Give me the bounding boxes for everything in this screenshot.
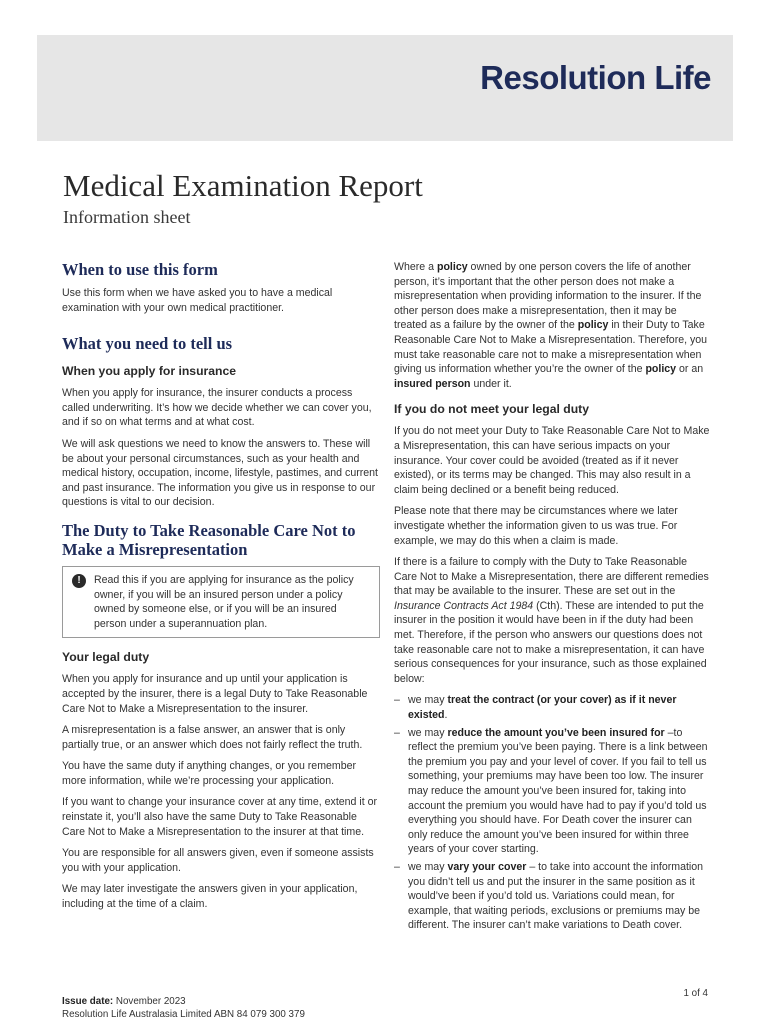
legal-duty-heading: Your legal duty (62, 650, 150, 665)
apply-paragraph-2: We will ask questions we need to know the answers to. These will be about your personal circumstances, such as your health and medical history, occupation, income, lifestyle, pastimes, and current and past insurance. The information you give us in response to our questions is vital to our decision. (62, 437, 378, 509)
not-meet-paragraph-1: If you do not meet your Duty to Take Reasonable Care Not to Make a Misrepresentation, this can have serious impacts on your insurance. Your cover could be avoided (treated as if it never existed), or its terms may be changed. This may also result in a claim being declined or a benefit being reduced. (394, 425, 710, 496)
apply-insurance-heading: When you apply for insurance (62, 364, 237, 379)
apply-paragraph-1: When you apply for insurance, the insurer conducts a process called underwriting. It’s how we decide whether we can cover you, and if so on what terms and at what cost. (62, 387, 372, 429)
footer-info (62, 995, 305, 1021)
not-meet-paragraph-2: Please note that there may be circumstances where we later investigate whether the information given to us was true. For example, we may do this when a claim is made. (394, 505, 678, 547)
list-item: – we may reduce the amount you’ve been insured for –to reflect the premium you’ve been paying. There is a link between the premium you pay and your level of cover. If you fail to tell us something, your premiums may have been too low. The insurer may reduce the amount you’ve been insured for, taking into account the premium you would have had to pay if you’d told us everything you should have. For Death cover the insurer can only reduce the amount you’ve been insured for within three years of your cover starting. (394, 726, 708, 856)
legal-paragraph-1: When you apply for insurance and up until your application is accepted by the insurer, there is a legal Duty to Take Reasonable Care Not to Make a Misrepresentation to the insurer. (62, 673, 368, 715)
not-meet-duty-heading: If you do not meet your legal duty (394, 402, 590, 417)
when-to-use-heading: When to use this form (62, 260, 218, 279)
policy-paragraph: Where a policy owned by one person covers the life of another person, it’s important that the other person does not make a misrepresentation when providing information to the insurer. If the other person does make a misrepresentation, then it may be treated as a failure by the owner of the policy in their Duty to Take Reasonable Care Not to Make a Misrepresentation. Therefore, you must take reasonable care not to make a misrepresentation when giving us information whether you’re the owner of the policy or an insured person under it. (394, 261, 708, 390)
left-column (62, 260, 380, 919)
legal-paragraph-2: A misrepresentation is a false answer, an answer that is only partially true, or an answer which does not fairly reflect the truth. (62, 724, 363, 751)
page-number: 1 of 4 (683, 988, 708, 999)
legal-paragraph-3: You have the same duty if anything changes, or you remember more information, while we’re processing your application. (62, 760, 357, 787)
page-subtitle: Information sheet (63, 207, 191, 227)
what-to-tell-heading: What you need to tell us (62, 334, 233, 354)
list-item: – we may vary your cover – to take into account the information you didn’t tell us and put the insurer in the same position as it would’ve been if you’d told us. Variations could mean, for example, that waiting periods, exclusions or premiums may be different. The insurer can’t make variations to Death cover. (394, 860, 704, 932)
duty-heading: The Duty to Take Reasonable Care Not to Make a Misrepresentation (62, 520, 356, 559)
resolution-life-logo: Resolution Life (480, 59, 711, 96)
header-band (37, 35, 733, 141)
legal-paragraph-4: If you want to change your insurance cover at any time, extend it or reinstate it, you’ll also have the same Duty to Take Reasonable Care Not to Make a Misrepresentation to the insurer at that time. (62, 796, 378, 838)
right-column (394, 260, 712, 936)
page-title: Medical Examination Report (63, 168, 423, 203)
legal-paragraph-6: We may later investigate the answers given in your application, including at the time of a claim. (62, 883, 358, 911)
list-item: – we may treat the contract (or your cover) as if it never existed. (394, 694, 677, 722)
company-abn: Resolution Life Australasia Limited ABN 84 079 300 379 (62, 1009, 305, 1020)
when-to-use-text: Use this form when we have asked you to have a medical examination with your own medical practitioner. (62, 287, 333, 314)
legal-paragraph-5: You are responsible for all answers given, even if someone assists you with your application. (62, 847, 374, 874)
notice-box (62, 566, 380, 638)
notice-text: Read this if you are applying for insurance as the policy owner, if you will be an insured person under a policy owned by someone else, or if you will be an insured person under a superannuation plan. (94, 573, 354, 630)
issue-date: Issue date: November 2023 (62, 996, 186, 1007)
remedies-list (394, 693, 712, 933)
exclamation-icon: ! (72, 574, 86, 588)
failure-paragraph: If there is a failure to comply with the Duty to Take Reasonable Care Not to Make a Misrepresentation, there are different remedies that may be available to the insurer. These are set out in the Insurance Contracts Act 1984 (Cth). These are intended to put the insurer in the position it would have been in if the duty had been met. Therefore, if the person who answers our questions does not take reasonable care not to make a misrepresentation, it can have serious consequences for your insurance, such as those explained below: (394, 556, 709, 685)
